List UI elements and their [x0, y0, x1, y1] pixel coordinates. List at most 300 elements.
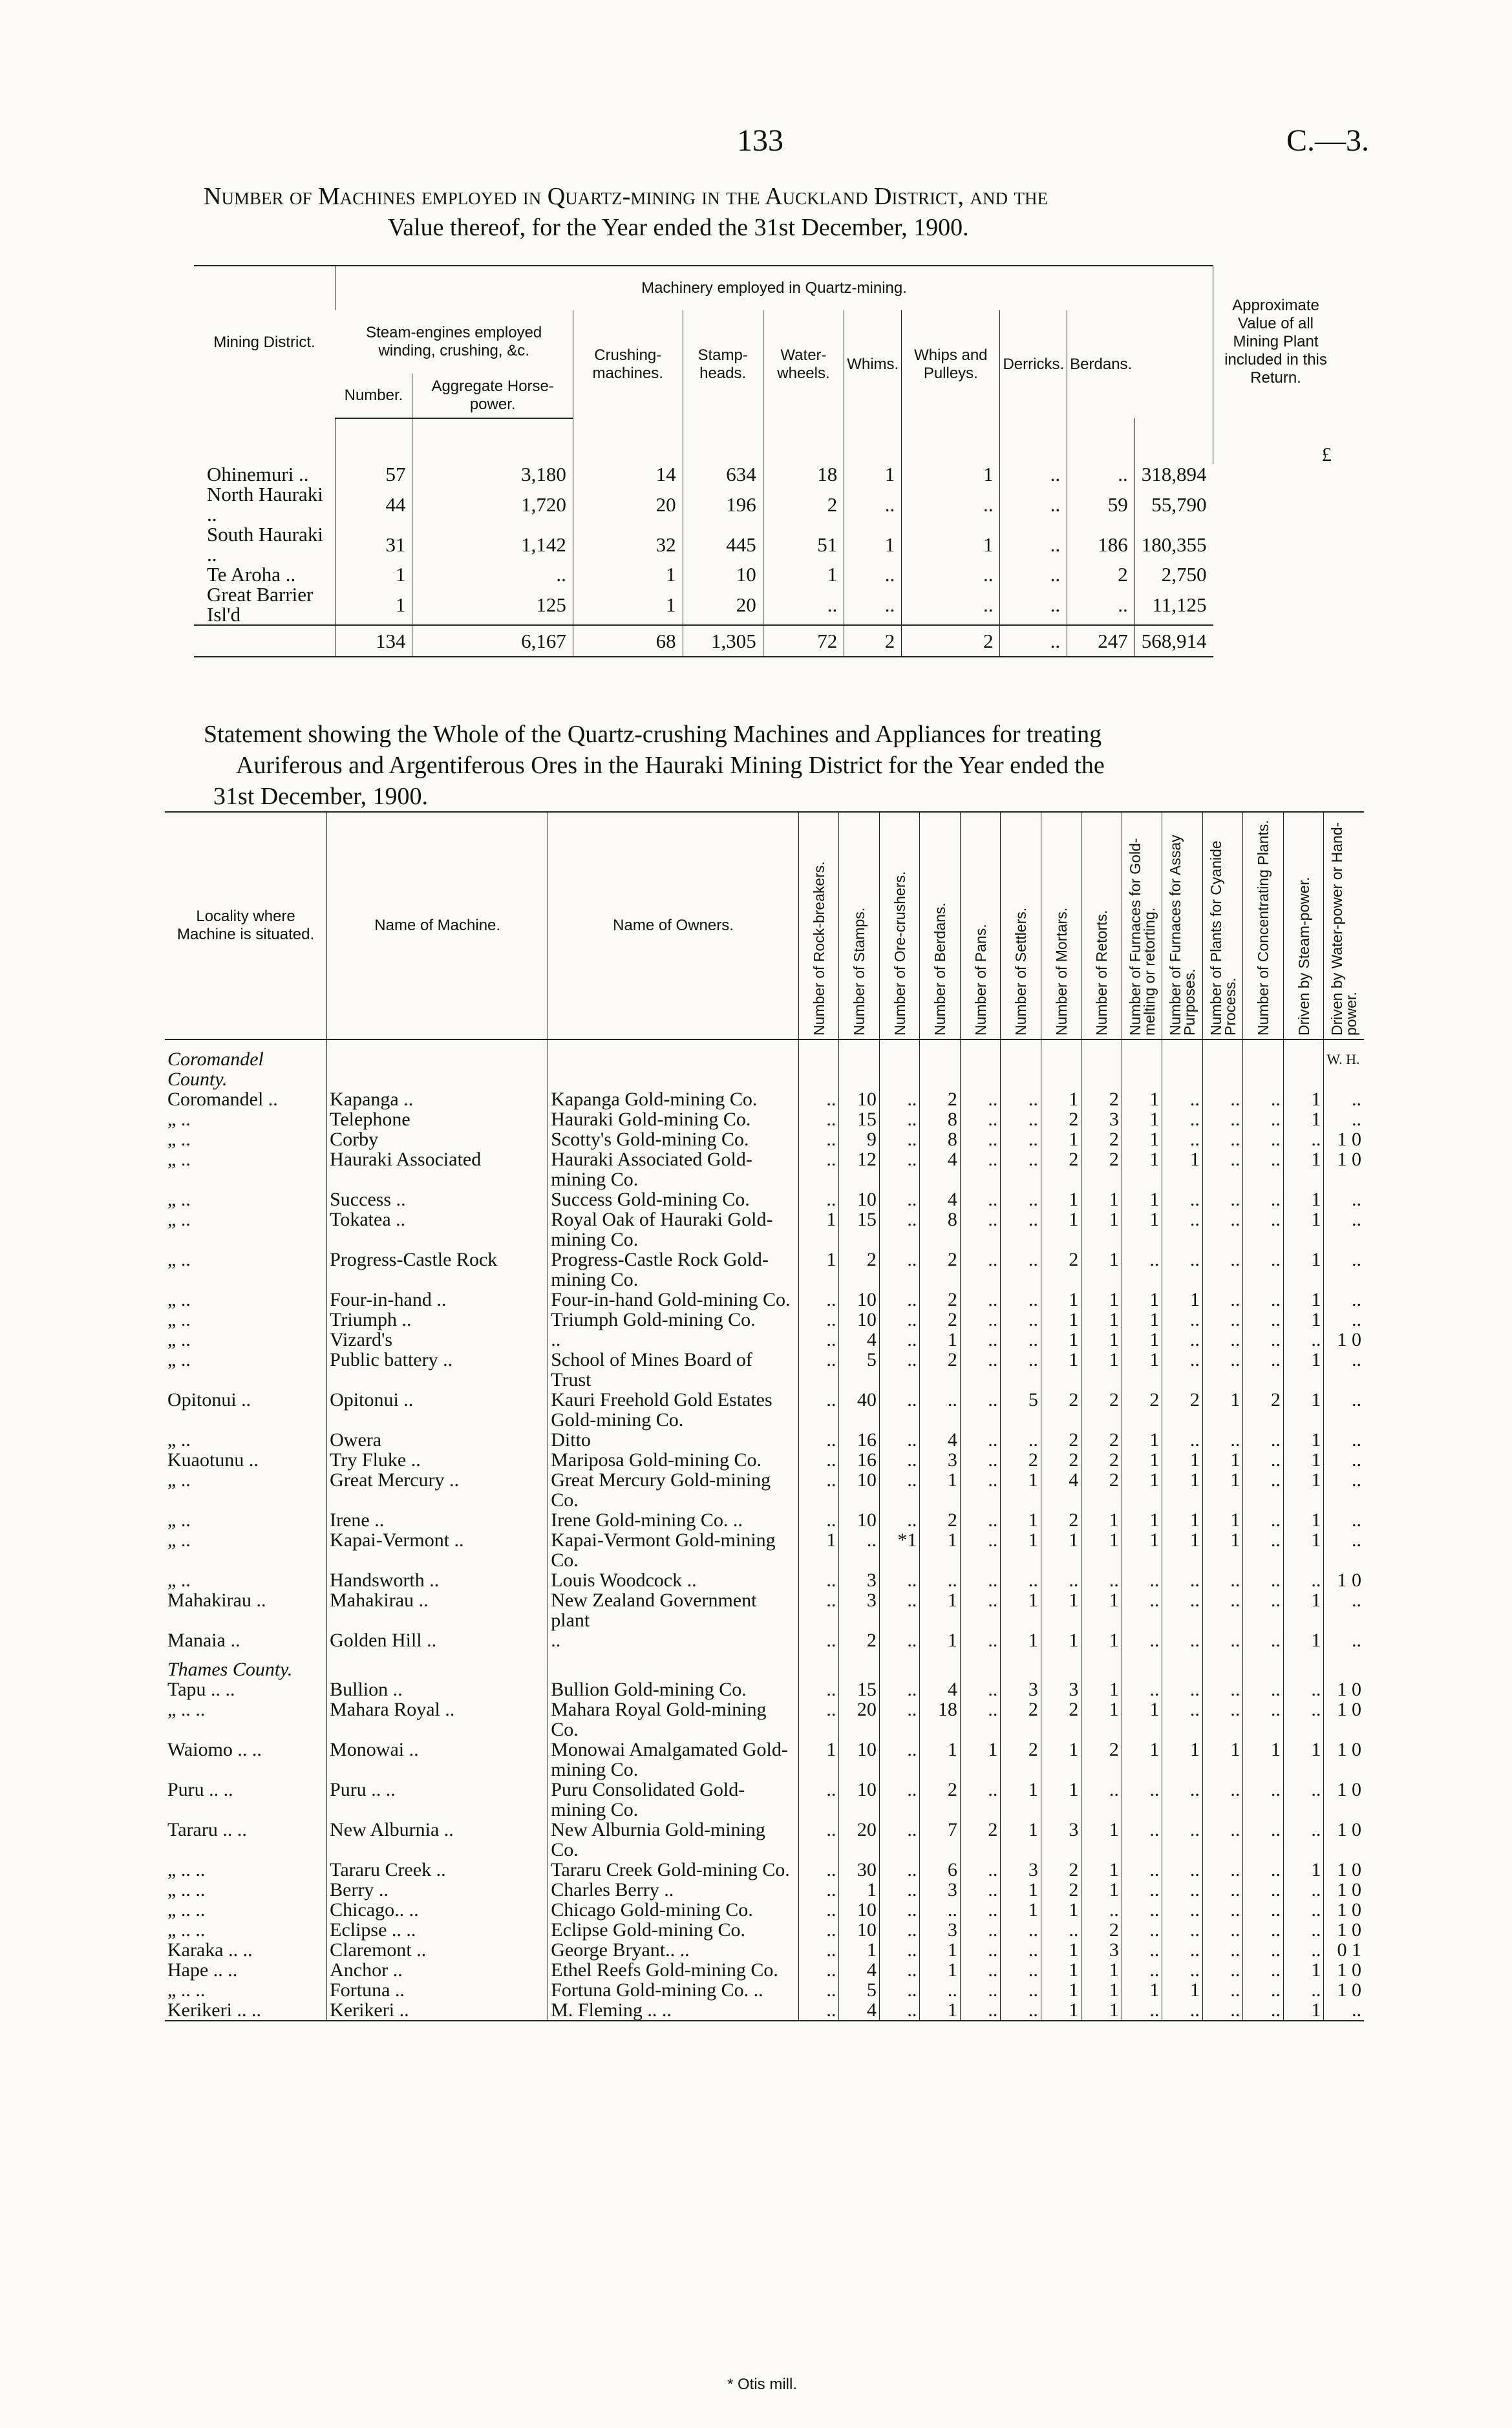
table-cell: .. — [1122, 1570, 1162, 1590]
locality-cell: Mahakirau .. — [167, 1590, 266, 1611]
table-cell: .. — [879, 1350, 920, 1390]
table-cell: 20 — [683, 584, 763, 625]
header-rotated-label: Number of Concentrating Plants. — [1255, 820, 1272, 1036]
table-cell: 1 — [1041, 1590, 1081, 1630]
table-cell: 1 0 — [1324, 1960, 1364, 1980]
table-cell: 4 — [1041, 1470, 1081, 1510]
locality-cell: „ .. — [167, 1329, 191, 1350]
table2-title-line1: Statement showing the Whole of the Quartz-crushing Machines and Appliances for treating — [204, 721, 1102, 748]
owner-name-cell: Hauraki Gold-mining Co. — [548, 1109, 799, 1129]
owner-name-cell: Kapanga Gold-mining Co. — [548, 1089, 799, 1109]
header-rotated-label: Number of Plants for Cyanide Process. — [1207, 840, 1239, 1036]
table-cell: .. — [1001, 1149, 1041, 1189]
table-row — [165, 1510, 1364, 1530]
table-cell: .. — [1324, 1290, 1364, 1310]
table-cell: .. — [1324, 1350, 1364, 1390]
table-cell: .. — [1243, 1109, 1284, 1129]
table-cell: .. — [1081, 1570, 1122, 1590]
table-cell: .. — [920, 1390, 961, 1430]
table-cell: .. — [1324, 1390, 1364, 1430]
table-row — [165, 1310, 1364, 1330]
water-hand-label: W. H. — [1324, 1039, 1364, 1089]
table-cell: 1 — [1122, 1450, 1162, 1470]
table-row — [165, 1880, 1364, 1900]
header-rotated-label: Number of Ore-crushers. — [891, 871, 908, 1036]
spacer-cell — [879, 1039, 920, 1089]
table-cell: 1 — [1041, 1290, 1081, 1310]
spacer-cell — [1081, 1039, 1122, 1089]
header-owners: Name of Owners. — [548, 812, 799, 1039]
table-row — [165, 1450, 1364, 1470]
machine-name-cell: Mahakirau .. — [327, 1590, 548, 1630]
table-cell: .. — [1243, 2000, 1284, 2021]
table-cell: 1 — [1283, 1209, 1324, 1250]
table-cell: .. — [1243, 1330, 1284, 1350]
table-cell: 1 — [1041, 1780, 1081, 1820]
table-cell: 59 — [1067, 484, 1135, 524]
table-cell: .. — [879, 1310, 920, 1330]
table-cell: .. — [1202, 1250, 1243, 1290]
header-rotated-column — [1283, 812, 1324, 1039]
table-cell: 1 — [1122, 1740, 1162, 1780]
table-cell: 1 — [960, 1740, 1001, 1780]
machine-name-cell: Try Fluke .. — [327, 1450, 548, 1470]
table-cell: .. — [1162, 1820, 1203, 1860]
table-row — [165, 1679, 1364, 1699]
table-cell: 2 — [1001, 1450, 1041, 1470]
table-cell: .. — [960, 1980, 1001, 2000]
table-cell: 1 — [1081, 1860, 1122, 1880]
totals-row — [194, 625, 1338, 657]
table-cell: 1 — [902, 524, 1000, 564]
spacer-cell — [844, 418, 902, 464]
table-cell: 1 — [1122, 1310, 1162, 1330]
table-cell: 2 — [1081, 1470, 1122, 1510]
spacer-cell — [1001, 1039, 1041, 1089]
spacer-cell — [763, 418, 844, 464]
table-cell: .. — [1001, 1350, 1041, 1390]
table-cell: 2 — [839, 1250, 880, 1290]
table-cell: .. — [1202, 1940, 1243, 1960]
table-cell: 1 — [1162, 1530, 1203, 1570]
table-row — [165, 1860, 1364, 1880]
machine-name-cell: Kapai-Vermont .. — [327, 1530, 548, 1570]
table-cell: 2 — [1081, 1089, 1122, 1109]
table-cell: 1 — [1122, 1089, 1162, 1109]
table-cell: 1 — [1001, 1530, 1041, 1570]
table-cell: .. — [1122, 1780, 1162, 1820]
table-cell: 44 — [335, 484, 412, 524]
table-cell: 1 — [844, 464, 902, 484]
table-cell: 2 — [920, 1350, 961, 1390]
table-cell: .. — [1202, 1350, 1243, 1390]
table-cell: .. — [1202, 1860, 1243, 1880]
table-cell: .. — [1243, 1699, 1284, 1740]
table-cell: 1 — [920, 1630, 961, 1650]
table-cell: .. — [879, 1109, 920, 1129]
table-cell: 2 — [839, 1630, 880, 1650]
table-cell: .. — [798, 1679, 839, 1699]
table-cell: 1 — [1283, 1960, 1324, 1980]
table-cell: .. — [1283, 1570, 1324, 1590]
table-cell: .. — [1243, 1510, 1284, 1530]
table-cell: .. — [798, 1900, 839, 1920]
county-row — [165, 1650, 1364, 1679]
table-cell: 10 — [839, 1189, 880, 1209]
header-rotated-column — [1001, 812, 1041, 1039]
owner-name-cell: Chicago Gold-mining Co. — [548, 1900, 799, 1920]
machine-name-cell: Tararu Creek .. — [327, 1860, 548, 1880]
table-cell: .. — [879, 1920, 920, 1940]
spacer-cell — [1202, 1650, 1243, 1679]
locality-cell: Coromandel .. — [167, 1089, 278, 1110]
table-cell: 15 — [839, 1209, 880, 1250]
table-cell: .. — [798, 1450, 839, 1470]
total-cell — [194, 625, 335, 657]
table-cell: 1 — [1081, 1699, 1122, 1740]
spacer-cell — [920, 1039, 961, 1089]
table-cell: 1 — [1041, 1209, 1081, 1250]
header-rotated-column — [1202, 812, 1243, 1039]
table-cell: 1 — [1081, 1630, 1122, 1650]
table-cell: 1 — [1081, 1310, 1122, 1330]
table-cell: 2 — [1041, 1390, 1081, 1430]
locality-cell: „ .. — [167, 1109, 191, 1130]
table-cell: .. — [960, 1350, 1001, 1390]
locality-cell: „ .. — [167, 1509, 191, 1531]
machine-name-cell: Irene .. — [327, 1510, 548, 1530]
header-rotated-label: Driven by Steam-power. — [1295, 877, 1312, 1036]
header-rotated-column — [1081, 812, 1122, 1039]
owner-name-cell: Irene Gold-mining Co. .. — [548, 1510, 799, 1530]
table-cell: 1 — [920, 1940, 961, 1960]
locality-cell: „ .. .. — [167, 1979, 206, 2001]
district-name: Te Aroha .. — [207, 563, 296, 586]
header-rotated-column — [839, 812, 880, 1039]
table-cell: 1 — [1122, 1290, 1162, 1310]
table-cell: 1 0 — [1324, 1900, 1364, 1920]
spacer-cell — [194, 418, 335, 464]
table-cell: 55,790 — [1134, 484, 1213, 524]
table-cell: .. — [1324, 1189, 1364, 1209]
table-cell: .. — [1162, 1590, 1203, 1630]
table-row — [165, 1189, 1364, 1209]
owner-name-cell: Fortuna Gold-mining Co. .. — [548, 1980, 799, 2000]
locality-cell: „ .. — [167, 1469, 191, 1491]
table-cell: 5 — [839, 1350, 880, 1390]
table-cell: .. — [1000, 524, 1067, 564]
header-derricks: Derricks. — [1000, 310, 1067, 418]
table-cell: .. — [1162, 1330, 1203, 1350]
table-cell: 3 — [920, 1450, 961, 1470]
table-cell: .. — [960, 1470, 1001, 1510]
table-cell: 1 — [1041, 1960, 1081, 1980]
table-cell: .. — [1324, 1590, 1364, 1630]
spacer-cell — [1041, 1039, 1081, 1089]
table-cell: .. — [960, 1960, 1001, 1980]
table-cell: 1 — [763, 564, 844, 584]
table-cell: .. — [960, 1570, 1001, 1590]
table-cell: 1 — [1001, 1900, 1041, 1920]
table-row — [165, 1590, 1364, 1630]
table-cell: 1 — [1081, 2000, 1122, 2021]
locality-cell: „ .. .. — [167, 1879, 206, 1901]
table-cell: .. — [1243, 1880, 1284, 1900]
table-cell: 57 — [335, 464, 412, 484]
table-cell: .. — [960, 1390, 1001, 1430]
table-cell: 1 — [1081, 1960, 1122, 1980]
table-cell: .. — [879, 1820, 920, 1860]
table-cell: 1 — [798, 1209, 839, 1250]
table-cell: 20 — [573, 484, 683, 524]
table-cell: 20 — [839, 1820, 880, 1860]
table-cell: .. — [960, 1250, 1001, 1290]
table-cell: 1 — [573, 584, 683, 625]
owner-name-cell: Royal Oak of Hauraki Gold-mining Co. — [548, 1209, 799, 1250]
table-row — [165, 1980, 1364, 2000]
table-cell: .. — [879, 1900, 920, 1920]
table-cell: .. — [960, 1630, 1001, 1650]
table-cell: 1 — [1122, 1189, 1162, 1209]
header-rotated-label: Number of Berdans. — [932, 902, 949, 1036]
table-cell: .. — [798, 1149, 839, 1189]
table-cell: .. — [844, 564, 902, 584]
table-cell: 3 — [839, 1590, 880, 1630]
table-cell: 1 0 — [1324, 1880, 1364, 1900]
owner-name-cell: Triumph Gold-mining Co. — [548, 1310, 799, 1330]
table-cell: 3 — [1081, 1940, 1122, 1960]
table-cell: .. — [798, 1699, 839, 1740]
table-cell: 1 — [1283, 1740, 1324, 1780]
table-cell: 2 — [920, 1310, 961, 1330]
table-cell: 1 — [1041, 1980, 1081, 2000]
spacer-cell — [548, 1039, 799, 1089]
table-cell: .. — [1162, 1860, 1203, 1880]
table-cell: .. — [879, 1960, 920, 1980]
table-cell: .. — [879, 1940, 920, 1960]
table-cell: .. — [1202, 1290, 1243, 1310]
table-cell: .. — [1122, 1900, 1162, 1920]
total-cell: 1,305 — [683, 625, 763, 657]
table-cell: .. — [879, 1089, 920, 1109]
currency-symbol: £ — [1213, 418, 1339, 464]
table-cell: .. — [798, 1590, 839, 1630]
table-cell: .. — [798, 1510, 839, 1530]
table-cell: 3 — [1041, 1820, 1081, 1860]
spacer-cell — [839, 1650, 880, 1679]
owner-name-cell: Mahara Royal Gold-mining Co. — [548, 1699, 799, 1740]
table-cell: 8 — [920, 1209, 961, 1250]
table-cell: .. — [1202, 1129, 1243, 1149]
table-cell: .. — [1324, 1530, 1364, 1570]
table-cell: 1 — [1162, 1980, 1203, 2000]
footnote: * Otis mill. — [727, 2376, 797, 2393]
table-cell: .. — [960, 1189, 1001, 1209]
table-row — [194, 464, 1338, 484]
table-cell: .. — [1202, 1630, 1243, 1650]
table-cell: .. — [1202, 1149, 1243, 1189]
header-berdans: Berdans. — [1067, 310, 1135, 418]
table-cell: .. — [1283, 1780, 1324, 1820]
table-cell: 4 — [839, 1330, 880, 1350]
table-cell: *1 — [879, 1530, 920, 1570]
header-crushing-machines: Crushing-machines. — [573, 310, 683, 418]
table-cell: .. — [1243, 1310, 1284, 1330]
table-cell: 11,125 — [1134, 584, 1213, 625]
table-cell: 1 — [1001, 1510, 1041, 1530]
table-cell: 1 0 — [1324, 1699, 1364, 1740]
table-cell: .. — [763, 584, 844, 625]
table-cell: .. — [1162, 1699, 1203, 1740]
table-cell: .. — [1067, 464, 1135, 484]
machine-name-cell: Claremont .. — [327, 1940, 548, 1960]
table-cell: .. — [902, 584, 1000, 625]
table-cell: .. — [1202, 1679, 1243, 1699]
table-cell: 1 — [1081, 1679, 1122, 1699]
owner-name-cell: School of Mines Board of Trust — [548, 1350, 799, 1390]
table-cell: .. — [902, 484, 1000, 524]
table-cell: 2 — [1041, 1430, 1081, 1450]
table-cell: .. — [1324, 1470, 1364, 1510]
table-cell: .. — [960, 1510, 1001, 1530]
header-machine-name: Name of Machine. — [327, 812, 548, 1039]
table-cell: .. — [879, 1129, 920, 1149]
owner-name-cell: Tararu Creek Gold-mining Co. — [548, 1860, 799, 1880]
table-cell: .. — [879, 1470, 920, 1510]
machine-name-cell: Vizard's — [327, 1330, 548, 1350]
table-cell: .. — [960, 1780, 1001, 1820]
table-cell: .. — [1283, 1820, 1324, 1860]
table-row — [165, 1350, 1364, 1390]
table-cell: 1 — [1081, 1330, 1122, 1350]
table-cell: .. — [960, 1920, 1001, 1940]
owner-name-cell: New Alburnia Gold-mining Co. — [548, 1820, 799, 1860]
table-cell: .. — [1243, 1209, 1284, 1250]
table-cell: 1 — [1283, 1250, 1324, 1290]
table-cell: 1 — [1283, 2000, 1324, 2021]
spacer-cell — [1202, 1039, 1243, 1089]
table-cell: .. — [1162, 1880, 1203, 1900]
table-cell: 40 — [839, 1390, 880, 1430]
table-cell: .. — [1162, 1109, 1203, 1129]
table-cell: 1 — [1162, 1470, 1203, 1510]
table-cell: .. — [1001, 1109, 1041, 1129]
table-cell: .. — [879, 1740, 920, 1780]
table-cell: 1 0 — [1324, 1570, 1364, 1590]
table-cell: 51 — [763, 524, 844, 564]
table-cell: .. — [879, 1330, 920, 1350]
table-cell: .. — [1041, 1570, 1081, 1590]
table-cell: .. — [879, 1290, 920, 1310]
table-cell: .. — [1202, 1780, 1243, 1820]
table-cell: 16 — [839, 1450, 880, 1470]
table-cell: 10 — [839, 1900, 880, 1920]
county-row — [165, 1039, 1364, 1089]
table-cell: 1 — [1001, 1590, 1041, 1630]
owner-name-cell: Success Gold-mining Co. — [548, 1189, 799, 1209]
table-cell: 1 — [1283, 1860, 1324, 1880]
spacer-cell — [1162, 1039, 1203, 1089]
page-number: 133 — [737, 123, 783, 158]
table-cell: 20 — [839, 1699, 880, 1740]
table-cell: 1 — [1122, 1149, 1162, 1189]
table-cell: .. — [798, 1860, 839, 1880]
machine-name-cell: Telephone — [327, 1109, 548, 1129]
table-cell: .. — [960, 1860, 1001, 1880]
table-cell: 1 — [1283, 1430, 1324, 1450]
owner-name-cell: Kapai-Vermont Gold-mining Co. — [548, 1530, 799, 1570]
table-cell: 1 — [1001, 1630, 1041, 1650]
table-cell: 8 — [920, 1129, 961, 1149]
table-cell: .. — [844, 484, 902, 524]
table-cell: 1 — [1162, 1740, 1203, 1780]
locality-cell: „ .. — [167, 1529, 191, 1551]
table-cell: .. — [798, 1880, 839, 1900]
table-cell: 1 — [1001, 1470, 1041, 1510]
table-cell: 2 — [1122, 1390, 1162, 1430]
machine-name-cell: Four-in-hand .. — [327, 1290, 548, 1310]
table-row — [194, 484, 1338, 524]
table-cell: .. — [1324, 2000, 1364, 2021]
header-approx-value: Approximate Value of all Mining Plant included in this Return. — [1213, 266, 1339, 418]
header-rotated-column — [879, 812, 920, 1039]
table-cell: .. — [920, 1570, 961, 1590]
table-cell: .. — [1162, 1189, 1203, 1209]
table-cell: 125 — [412, 584, 573, 625]
locality-cell: „ .. — [167, 1349, 191, 1370]
table-cell: 1 — [1081, 1350, 1122, 1390]
table-cell: .. — [960, 1149, 1001, 1189]
table-cell: .. — [1243, 1570, 1284, 1590]
table-cell: .. — [1202, 1590, 1243, 1630]
table-cell: 445 — [683, 524, 763, 564]
table-cell: 1 — [1041, 1129, 1081, 1149]
header-rotated-column — [1162, 812, 1203, 1039]
table-cell: .. — [1162, 1570, 1203, 1590]
table-cell: .. — [798, 1089, 839, 1109]
machine-name-cell: Anchor .. — [327, 1960, 548, 1980]
owner-name-cell: Bullion Gold-mining Co. — [548, 1679, 799, 1699]
table-cell: 318,894 — [1134, 464, 1213, 484]
header-whims: Whims. — [844, 310, 902, 418]
table-cell: 10 — [839, 1510, 880, 1530]
table-row — [165, 1109, 1364, 1129]
table-cell: 1 — [1081, 1290, 1122, 1310]
table-cell: 1 0 — [1324, 1780, 1364, 1820]
header-rotated-label: Number of Retorts. — [1093, 910, 1111, 1036]
table-cell: 31 — [335, 524, 412, 564]
locality-cell: „ .. .. — [167, 1699, 206, 1720]
owner-name-cell: New Zealand Government plant — [548, 1590, 799, 1630]
table-cell: .. — [879, 1699, 920, 1740]
table-cell: .. — [1324, 1209, 1364, 1250]
machine-name-cell: Progress-Castle Rock — [327, 1250, 548, 1290]
header-rotated-column — [1243, 812, 1284, 1039]
spacer-cell — [798, 1650, 839, 1679]
table-cell: .. — [1283, 1330, 1324, 1350]
table-cell: .. — [1162, 1310, 1203, 1330]
table-cell: .. — [1001, 1430, 1041, 1450]
table-cell: .. — [1243, 1470, 1284, 1510]
table-cell: 30 — [839, 1860, 880, 1880]
table-cell: 1 — [920, 1960, 961, 1980]
machine-name-cell: Eclipse .. .. — [327, 1920, 548, 1940]
table-cell: .. — [1162, 1900, 1203, 1920]
machine-name-cell: Owera — [327, 1430, 548, 1450]
table-cell: .. — [960, 1900, 1001, 1920]
table-cell: 1 — [1122, 1109, 1162, 1129]
owner-name-cell: Scotty's Gold-mining Co. — [548, 1129, 799, 1149]
